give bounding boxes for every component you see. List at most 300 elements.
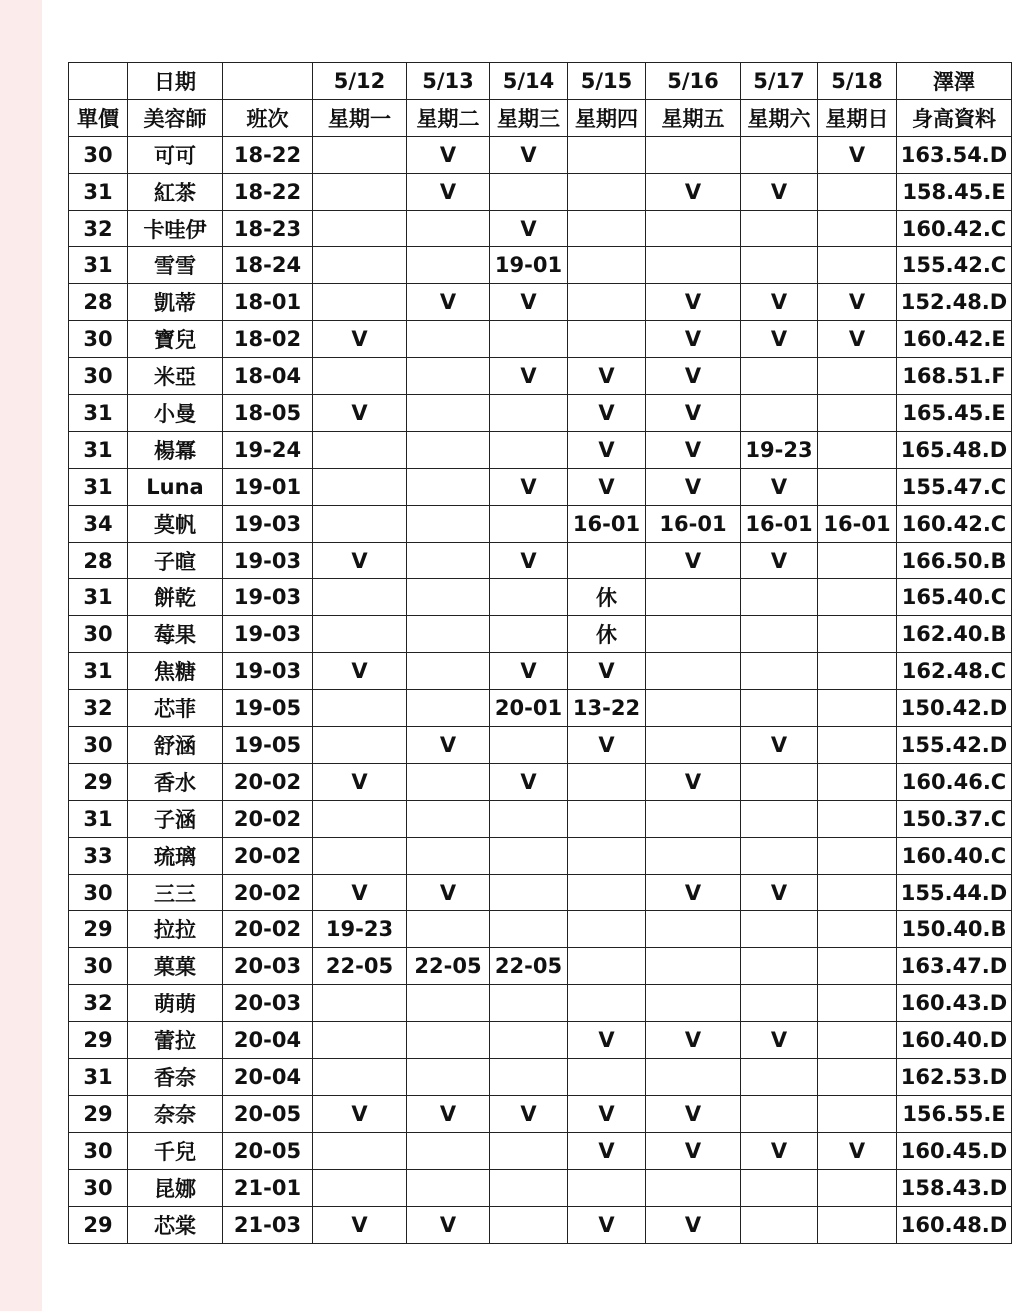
page-side-strip: [0, 0, 42, 1311]
day-cell: [313, 284, 407, 321]
day-cell: [490, 1169, 568, 1206]
day-cell: V: [646, 1132, 741, 1169]
weekday-header-saturday: 星期六: [741, 99, 818, 136]
beautician-name-cell: 莫帆: [128, 505, 223, 542]
table-row: [69, 727, 1012, 764]
height-data-cell: 166.50.B: [897, 542, 1012, 579]
day-cell: [407, 321, 490, 358]
shift-cell: 19-05: [223, 690, 313, 727]
day-cell: [407, 468, 490, 505]
day-cell: [818, 542, 897, 579]
day-cell: [407, 653, 490, 690]
day-cell: [741, 653, 818, 690]
day-cell: [741, 985, 818, 1022]
day-cell: [818, 948, 897, 985]
day-cell: V: [490, 468, 568, 505]
price-cell: 28: [69, 542, 128, 579]
day-cell: [741, 763, 818, 800]
height-data-cell: 160.42.C: [897, 210, 1012, 247]
day-cell: [741, 247, 818, 284]
day-cell: V: [646, 542, 741, 579]
date-header: 5/15: [568, 63, 646, 100]
day-cell: V: [407, 1095, 490, 1132]
price-cell: 30: [69, 1169, 128, 1206]
date-header-sunday: 5/18: [818, 63, 897, 100]
table-row: [69, 395, 1012, 432]
day-cell: [818, 616, 897, 653]
day-cell: V: [818, 284, 897, 321]
day-cell: [568, 1169, 646, 1206]
day-cell: V: [407, 727, 490, 764]
header-blank-cell: [223, 63, 313, 100]
day-cell: V: [490, 284, 568, 321]
day-cell: 22-05: [407, 948, 490, 985]
beautician-name-cell: 菓菓: [128, 948, 223, 985]
day-cell: V: [407, 1206, 490, 1243]
price-cell: 30: [69, 874, 128, 911]
day-cell: V: [741, 284, 818, 321]
day-cell: [568, 911, 646, 948]
day-cell: V: [313, 395, 407, 432]
day-cell: [407, 358, 490, 395]
day-cell: [818, 173, 897, 210]
beautician-name-cell: 三三: [128, 874, 223, 911]
day-cell: [490, 505, 568, 542]
day-cell: [741, 616, 818, 653]
price-cell: 30: [69, 321, 128, 358]
day-cell: [741, 1095, 818, 1132]
day-cell: [741, 136, 818, 173]
day-cell: [568, 763, 646, 800]
day-cell: [818, 1022, 897, 1059]
shift-cell: 18-23: [223, 210, 313, 247]
day-cell: V: [407, 284, 490, 321]
day-cell: V: [646, 468, 741, 505]
day-cell: V: [646, 395, 741, 432]
beautician-name-cell: 萌萌: [128, 985, 223, 1022]
day-cell: V: [741, 1022, 818, 1059]
table-row: [69, 136, 1012, 173]
day-cell: [407, 1022, 490, 1059]
day-cell: 13-22: [568, 690, 646, 727]
table-row: [69, 653, 1012, 690]
shift-cell: 19-01: [223, 468, 313, 505]
day-cell: [568, 210, 646, 247]
day-cell: [313, 358, 407, 395]
day-cell: [818, 690, 897, 727]
shift-cell: 18-24: [223, 247, 313, 284]
height-data-cell: 155.44.D: [897, 874, 1012, 911]
shift-cell: 20-05: [223, 1132, 313, 1169]
table-row: [69, 1132, 1012, 1169]
day-cell: [646, 136, 741, 173]
table-row: [69, 874, 1012, 911]
sheet-title: 澤澤: [897, 63, 1012, 100]
day-cell: [407, 763, 490, 800]
day-cell: V: [646, 1095, 741, 1132]
price-cell: 30: [69, 136, 128, 173]
day-cell: 16-01: [646, 505, 741, 542]
price-cell: 28: [69, 284, 128, 321]
day-cell: [313, 431, 407, 468]
price-cell: 32: [69, 210, 128, 247]
day-cell: [818, 1095, 897, 1132]
shift-cell: 20-04: [223, 1059, 313, 1096]
price-cell: 31: [69, 247, 128, 284]
price-cell: 29: [69, 1206, 128, 1243]
day-cell: V: [568, 727, 646, 764]
day-cell: [407, 579, 490, 616]
shift-cell: 19-03: [223, 653, 313, 690]
table-row: [69, 763, 1012, 800]
shift-cell: 18-02: [223, 321, 313, 358]
day-cell: [646, 1169, 741, 1206]
day-cell: V: [313, 874, 407, 911]
day-cell: [741, 210, 818, 247]
date-header-saturday: 5/17: [741, 63, 818, 100]
table-row: [69, 210, 1012, 247]
day-cell: [741, 1206, 818, 1243]
day-cell: [568, 837, 646, 874]
shift-cell: 21-03: [223, 1206, 313, 1243]
day-cell: V: [568, 1022, 646, 1059]
table-row: [69, 837, 1012, 874]
day-cell: [313, 1132, 407, 1169]
day-cell: [407, 431, 490, 468]
price-cell: 32: [69, 690, 128, 727]
table-row: [69, 1059, 1012, 1096]
price-cell: 32: [69, 985, 128, 1022]
day-cell: [818, 210, 897, 247]
day-cell: [818, 800, 897, 837]
day-cell: [568, 321, 646, 358]
day-cell: [568, 542, 646, 579]
weekday-header: 星期五: [646, 99, 741, 136]
price-cell: 31: [69, 1059, 128, 1096]
day-cell: [490, 321, 568, 358]
date-label: 日期: [128, 63, 223, 100]
shift-cell: 18-22: [223, 136, 313, 173]
day-cell: [818, 358, 897, 395]
day-cell: V: [568, 468, 646, 505]
beautician-name-cell: 可可: [128, 136, 223, 173]
shift-cell: 20-05: [223, 1095, 313, 1132]
day-cell: [568, 136, 646, 173]
day-cell: [741, 579, 818, 616]
shift-cell: 20-02: [223, 874, 313, 911]
day-cell: V: [490, 358, 568, 395]
day-cell: [818, 874, 897, 911]
day-cell: [818, 395, 897, 432]
day-cell: [646, 210, 741, 247]
shift-cell: 20-04: [223, 1022, 313, 1059]
day-cell: 19-01: [490, 247, 568, 284]
day-cell: [313, 210, 407, 247]
day-cell: V: [407, 136, 490, 173]
column-header-price: 單價: [69, 99, 128, 136]
price-cell: 29: [69, 1095, 128, 1132]
height-data-cell: 168.51.F: [897, 358, 1012, 395]
price-cell: 33: [69, 837, 128, 874]
day-cell: [313, 579, 407, 616]
height-data-cell: 160.42.C: [897, 505, 1012, 542]
table-row: [69, 690, 1012, 727]
day-cell: [818, 579, 897, 616]
day-cell: V: [490, 542, 568, 579]
day-cell: [407, 1169, 490, 1206]
height-data-cell: 160.40.C: [897, 837, 1012, 874]
day-cell: [490, 431, 568, 468]
day-cell: [490, 1206, 568, 1243]
day-cell: [646, 616, 741, 653]
day-cell: [313, 1059, 407, 1096]
beautician-name-cell: 奈奈: [128, 1095, 223, 1132]
height-data-cell: 162.48.C: [897, 653, 1012, 690]
day-cell: V: [741, 1132, 818, 1169]
day-cell: V: [741, 321, 818, 358]
price-cell: 31: [69, 653, 128, 690]
day-cell: 16-01: [818, 505, 897, 542]
day-cell: V: [646, 173, 741, 210]
day-cell: V: [568, 1132, 646, 1169]
day-cell: [818, 1206, 897, 1243]
day-cell: V: [741, 468, 818, 505]
day-cell: V: [313, 321, 407, 358]
day-cell: [407, 800, 490, 837]
shift-cell: 21-01: [223, 1169, 313, 1206]
day-cell: [818, 1169, 897, 1206]
price-cell: 29: [69, 763, 128, 800]
weekday-header: 星期二: [407, 99, 490, 136]
day-cell: [490, 800, 568, 837]
height-data-cell: 158.43.D: [897, 1169, 1012, 1206]
day-cell: V: [490, 136, 568, 173]
day-cell: [407, 505, 490, 542]
height-data-cell: 156.55.E: [897, 1095, 1012, 1132]
day-cell: [313, 468, 407, 505]
day-cell: [741, 690, 818, 727]
price-cell: 30: [69, 727, 128, 764]
header-row-labels: [69, 99, 1012, 136]
day-cell: 16-01: [741, 505, 818, 542]
beautician-name-cell: 小曼: [128, 395, 223, 432]
day-cell: [407, 985, 490, 1022]
beautician-name-cell: 楊冪: [128, 431, 223, 468]
weekday-header: 星期三: [490, 99, 568, 136]
day-cell: V: [568, 431, 646, 468]
beautician-name-cell: 紅茶: [128, 173, 223, 210]
price-cell: 31: [69, 395, 128, 432]
beautician-name-cell: 米亞: [128, 358, 223, 395]
shift-cell: 18-22: [223, 173, 313, 210]
schedule-table: [68, 62, 1012, 1244]
day-cell: V: [490, 210, 568, 247]
beautician-name-cell: 舒涵: [128, 727, 223, 764]
weekday-header: 星期四: [568, 99, 646, 136]
day-cell: V: [646, 1022, 741, 1059]
day-cell: [646, 579, 741, 616]
shift-cell: 20-03: [223, 948, 313, 985]
price-cell: 34: [69, 505, 128, 542]
day-cell: [646, 911, 741, 948]
beautician-name-cell: 蕾拉: [128, 1022, 223, 1059]
day-cell: V: [646, 874, 741, 911]
day-cell: V: [490, 763, 568, 800]
table-row: [69, 321, 1012, 358]
day-cell: [818, 468, 897, 505]
beautician-name-cell: 千兒: [128, 1132, 223, 1169]
day-cell: [407, 911, 490, 948]
day-cell: [313, 690, 407, 727]
column-header-height: 身高資料: [897, 99, 1012, 136]
day-cell: V: [568, 1095, 646, 1132]
table-row: [69, 616, 1012, 653]
day-cell: [818, 985, 897, 1022]
day-cell: V: [818, 136, 897, 173]
shift-cell: 20-03: [223, 985, 313, 1022]
day-cell: V: [313, 1206, 407, 1243]
beautician-name-cell: 拉拉: [128, 911, 223, 948]
day-cell: V: [818, 321, 897, 358]
beautician-name-cell: Luna: [128, 468, 223, 505]
day-cell: [568, 800, 646, 837]
day-cell: [646, 653, 741, 690]
day-cell: V: [741, 173, 818, 210]
day-cell: [407, 210, 490, 247]
beautician-name-cell: 子暄: [128, 542, 223, 579]
day-cell: V: [646, 763, 741, 800]
price-cell: 31: [69, 431, 128, 468]
day-cell: [313, 247, 407, 284]
day-cell: [490, 173, 568, 210]
day-cell: [741, 1059, 818, 1096]
day-cell: 22-05: [313, 948, 407, 985]
header-row-dates: [69, 63, 1012, 100]
date-header: 5/13: [407, 63, 490, 100]
shift-cell: 19-05: [223, 727, 313, 764]
day-cell: [646, 985, 741, 1022]
day-cell: V: [313, 542, 407, 579]
day-cell: V: [646, 1206, 741, 1243]
beautician-name-cell: 香水: [128, 763, 223, 800]
height-data-cell: 155.42.C: [897, 247, 1012, 284]
table-row: [69, 1169, 1012, 1206]
day-cell: [490, 874, 568, 911]
day-cell: V: [407, 874, 490, 911]
day-cell: [818, 247, 897, 284]
shift-cell: 19-24: [223, 431, 313, 468]
day-cell: V: [568, 395, 646, 432]
shift-cell: 20-02: [223, 763, 313, 800]
height-data-cell: 160.43.D: [897, 985, 1012, 1022]
table-row: [69, 1206, 1012, 1243]
day-cell: [818, 431, 897, 468]
day-cell: V: [818, 1132, 897, 1169]
height-data-cell: 155.47.C: [897, 468, 1012, 505]
beautician-name-cell: 凱蒂: [128, 284, 223, 321]
day-cell: 19-23: [313, 911, 407, 948]
day-cell: [646, 837, 741, 874]
table-row: [69, 1095, 1012, 1132]
day-cell: [818, 653, 897, 690]
height-data-cell: 163.54.D: [897, 136, 1012, 173]
height-data-cell: 163.47.D: [897, 948, 1012, 985]
height-data-cell: 165.40.C: [897, 579, 1012, 616]
height-data-cell: 160.42.E: [897, 321, 1012, 358]
day-cell: 16-01: [568, 505, 646, 542]
day-cell: V: [568, 358, 646, 395]
day-cell: 休: [568, 616, 646, 653]
height-data-cell: 160.40.D: [897, 1022, 1012, 1059]
day-cell: [646, 727, 741, 764]
day-cell: [407, 837, 490, 874]
weekday-header-sunday: 星期日: [818, 99, 897, 136]
height-data-cell: 155.42.D: [897, 727, 1012, 764]
day-cell: [490, 579, 568, 616]
height-data-cell: 158.45.E: [897, 173, 1012, 210]
beautician-name-cell: 昆娜: [128, 1169, 223, 1206]
day-cell: [741, 358, 818, 395]
shift-cell: 18-04: [223, 358, 313, 395]
day-cell: [490, 985, 568, 1022]
price-cell: 29: [69, 911, 128, 948]
day-cell: [568, 874, 646, 911]
shift-cell: 19-03: [223, 616, 313, 653]
beautician-name-cell: 雪雪: [128, 247, 223, 284]
day-cell: [741, 395, 818, 432]
day-cell: [313, 616, 407, 653]
beautician-name-cell: 子涵: [128, 800, 223, 837]
day-cell: [568, 173, 646, 210]
day-cell: [568, 948, 646, 985]
day-cell: [568, 247, 646, 284]
day-cell: V: [407, 173, 490, 210]
day-cell: [646, 948, 741, 985]
day-cell: [490, 1059, 568, 1096]
day-cell: [490, 616, 568, 653]
day-cell: [313, 1169, 407, 1206]
height-data-cell: 150.37.C: [897, 800, 1012, 837]
beautician-name-cell: 琉璃: [128, 837, 223, 874]
table-row: [69, 431, 1012, 468]
day-cell: V: [646, 358, 741, 395]
day-cell: [568, 284, 646, 321]
table-row: [69, 542, 1012, 579]
shift-cell: 20-02: [223, 911, 313, 948]
day-cell: [407, 247, 490, 284]
day-cell: [646, 800, 741, 837]
height-data-cell: 150.40.B: [897, 911, 1012, 948]
table-row: [69, 173, 1012, 210]
day-cell: 22-05: [490, 948, 568, 985]
day-cell: 20-01: [490, 690, 568, 727]
price-cell: 31: [69, 800, 128, 837]
day-cell: V: [490, 1095, 568, 1132]
table-row: [69, 358, 1012, 395]
table-row: [69, 911, 1012, 948]
height-data-cell: 165.45.E: [897, 395, 1012, 432]
beautician-name-cell: 香奈: [128, 1059, 223, 1096]
day-cell: [646, 1059, 741, 1096]
beautician-name-cell: 餅乾: [128, 579, 223, 616]
column-header-name: 美容師: [128, 99, 223, 136]
day-cell: [568, 985, 646, 1022]
day-cell: V: [741, 727, 818, 764]
day-cell: [818, 727, 897, 764]
table-row: [69, 800, 1012, 837]
day-cell: [490, 1132, 568, 1169]
date-header: 5/14: [490, 63, 568, 100]
